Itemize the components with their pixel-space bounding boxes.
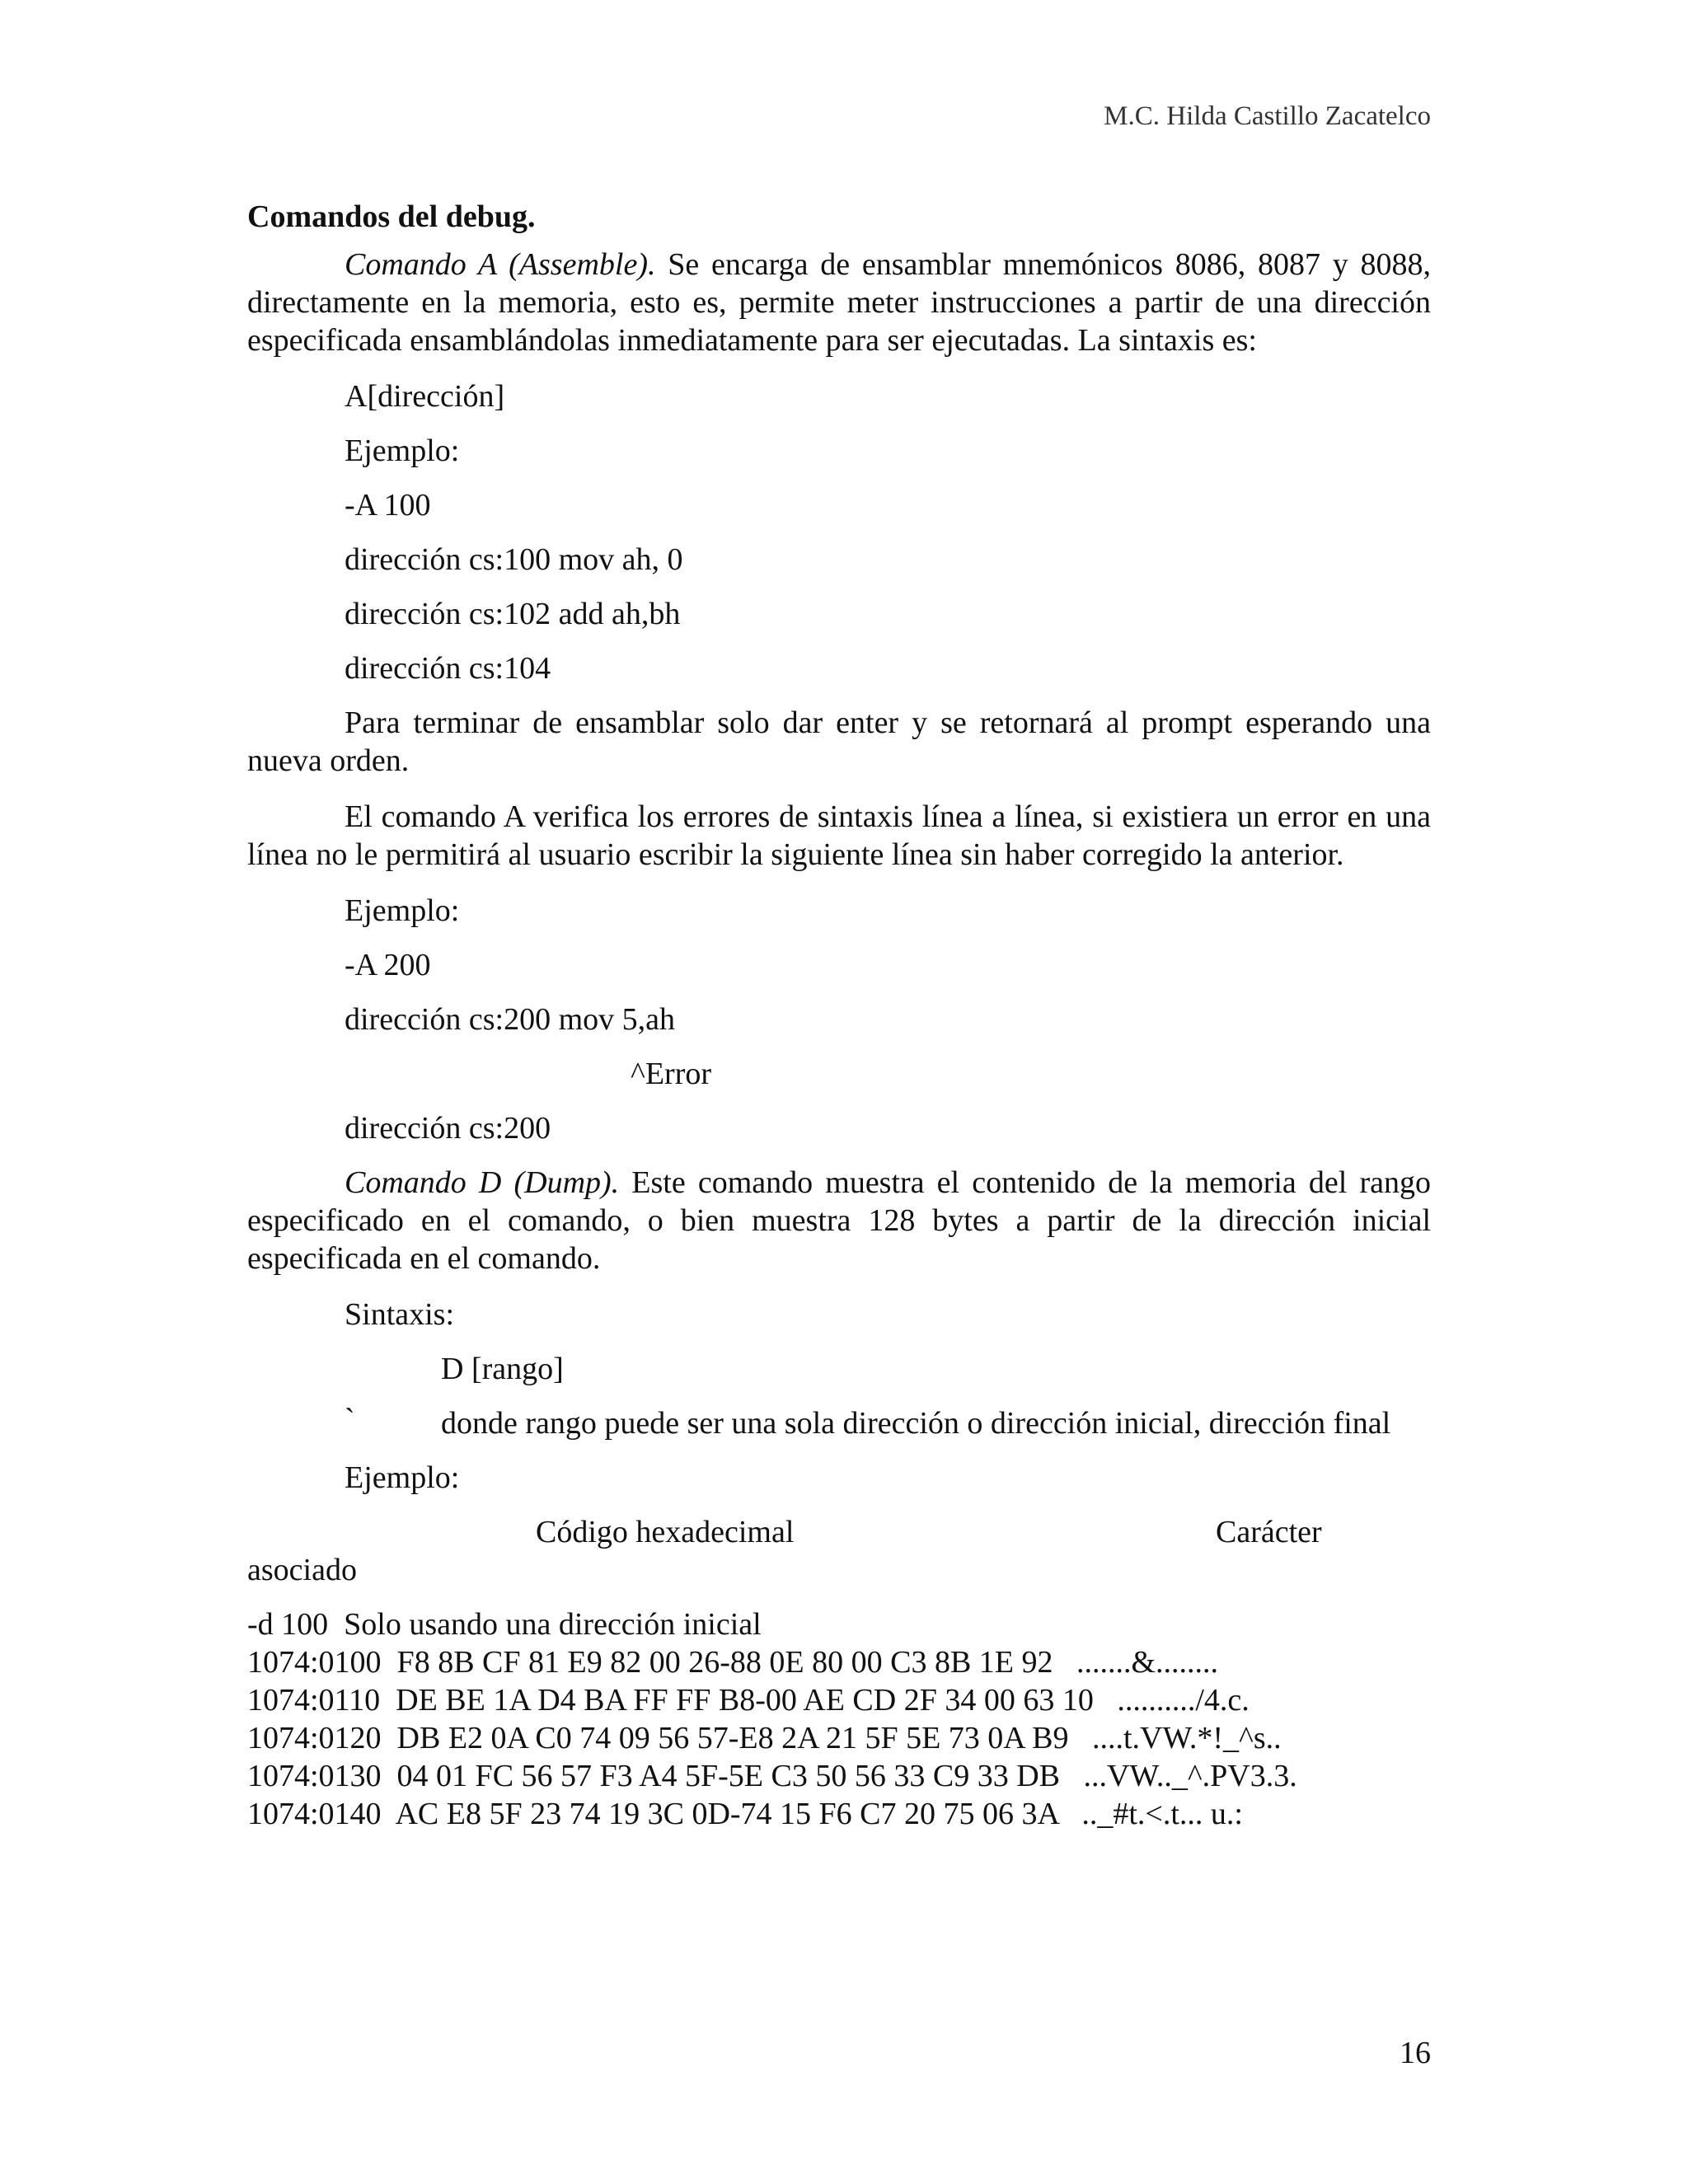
col-hex-header: Código hexadecimal xyxy=(536,1515,795,1549)
stray-backtick: ` xyxy=(345,1403,355,1437)
assemble-example2-line: dirección cs:200 mov 5,ah xyxy=(345,1002,676,1037)
assemble-example2-last: dirección cs:200 xyxy=(345,1111,551,1146)
dump-line: 1074:0120 DB E2 0A C0 74 09 56 57-E8 2A 21 5F 5E 73 0A B9 ....t.VW.*!_^s.. xyxy=(247,1721,1282,1755)
error-marker: ^Error xyxy=(631,1057,712,1091)
col-char-header: Carácter xyxy=(1216,1515,1322,1549)
col-char-header-cont: asociado xyxy=(247,1553,357,1587)
assemble-finish-paragraph: Para terminar de ensamblar solo dar enter y se retornará al prompt esperando una nueva orden. xyxy=(247,705,1431,778)
assemble-paragraph xyxy=(247,246,1431,359)
assemble-example-label: Ejemplo: xyxy=(345,434,460,468)
assemble-example2-line: -A 200 xyxy=(345,948,431,982)
dump-line: 1074:0110 DE BE 1A D4 BA FF FF B8-00 AE CD 2F 34 00 63 10 ........../4.c. xyxy=(247,1683,1250,1718)
dump-command: -d 100 Solo usando una dirección inicial xyxy=(247,1607,762,1642)
assemble-example-line: dirección cs:102 add ah,bh xyxy=(345,597,681,631)
assemble-example2-label: Ejemplo: xyxy=(345,893,460,928)
dump-paragraph xyxy=(247,1164,1431,1277)
page-number: 16 xyxy=(1400,2036,1431,2070)
assemble-lead: Comando A (Assemble). xyxy=(345,247,656,282)
assemble-verify-paragraph: El comando A verifica los errores de sintaxis línea a línea, si existiera un error en una línea no le permitirá al usuario escribir la siguiente línea sin haber corregido la anterior. xyxy=(247,799,1431,872)
section-heading: Comandos del debug. xyxy=(247,199,536,234)
page-header-author: M.C. Hilda Castillo Zacatelco xyxy=(1104,101,1431,131)
dump-text: Este comando muestra el contenido de la memoria del rango especificado en el comando, o bien muestra 128 bytes a partir de la dirección inicial especificada en el comando. xyxy=(247,1165,1431,1276)
dump-line: 1074:0140 AC E8 5F 23 74 19 3C 0D-74 15 F6 C7 20 75 06 3A .._#t.<.t... u.: xyxy=(247,1797,1243,1831)
dump-line: 1074:0130 04 01 FC 56 57 F3 A4 5F-5E C3 50 56 33 C9 33 DB ...VW.._^.PV3.3. xyxy=(247,1759,1297,1793)
assemble-text: Se encarga de ensamblar mnemónicos 8086, 8087 y 8088, directamente en la memoria, esto es, permite meter instrucciones a partir de una dirección especificada ensamblándolas inmediatamente para ser ejecutadas. La sintaxis es: xyxy=(247,247,1431,358)
assemble-syntax: A[dirección] xyxy=(345,379,505,414)
dump-lead: Comando D (Dump). xyxy=(345,1165,620,1200)
assemble-example-line: dirección cs:104 xyxy=(345,651,551,686)
assemble-example-line: dirección cs:100 mov ah, 0 xyxy=(345,542,683,577)
dump-line: 1074:0100 F8 8B CF 81 E9 82 00 26-88 0E 80 00 C3 8B 1E 92 .......&........ xyxy=(247,1645,1219,1680)
dump-column-headers xyxy=(247,1513,1431,1551)
assemble-example-line: -A 100 xyxy=(345,488,431,523)
dump-syntax-label: Sintaxis: xyxy=(345,1297,455,1332)
dump-range-note: donde rango puede ser una sola dirección o dirección inicial, dirección final xyxy=(441,1406,1391,1441)
dump-range-note-block xyxy=(247,1404,1431,1442)
page-content xyxy=(247,198,1431,1833)
dump-example-label: Ejemplo: xyxy=(345,1460,460,1495)
dump-syntax: D [rango] xyxy=(441,1352,564,1386)
